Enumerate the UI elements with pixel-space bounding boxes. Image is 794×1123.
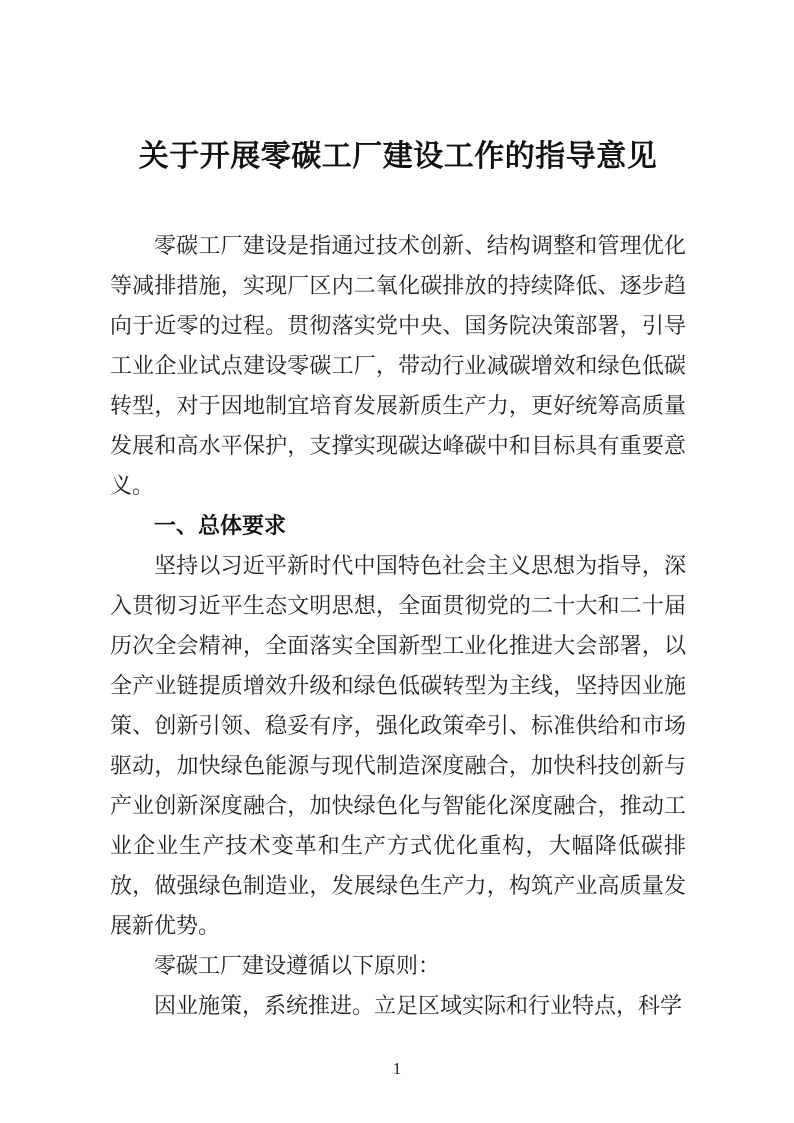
paragraph-principle-1-truncated: 因业施策，系统推进。立足区域实际和行业特点，科学: [154, 993, 683, 1018]
section-heading-overall-requirements: 一、总体要求: [154, 513, 287, 538]
document-body: [110, 226, 686, 1026]
page-number: 1: [392, 1059, 402, 1078]
paragraph-guiding-ideology: 坚持以习近平新时代中国特色社会主义思想为指导，深入贯彻习近平生态文明思想，全面贯彻党的二十大和二十届历次全会精神，全面落实全国新型工业化推进大会部署，以全产业链提质增效升级和绿色低碳转型为主线，坚持因业施策、创新引领、稳妥有序，强化政策牵引、标准供给和市场驱动，加快绿色能源与现代制造深度融合，加快科技创新与产业创新深度融合，加快绿色化与智能化深度融合，推动工业企业生产技术变革和生产方式优化重构，大幅降低碳排放，做强绿色制造业，发展绿色生产力，构筑产业高质量发展新优势。: [110, 553, 686, 938]
paragraph-intro: 零碳工厂建设是指通过技术创新、结构调整和管理优化等减排措施，实现厂区内二氧化碳排放的持续降低、逐步趋向于近零的过程。贯彻落实党中央、国务院决策部署，引导工业企业试点建设零碳工厂，带动行业减碳增效和绿色低碳转型，对于因地制宜培育发展新质生产力，更好统筹高质量发展和高水平保护，支撑实现碳达峰碳中和目标具有重要意义。: [110, 233, 686, 498]
paragraph-principles-intro: 零碳工厂建设遵循以下原则：: [154, 953, 441, 978]
document-title: 关于开展零碳工厂建设工作的指导意见: [138, 140, 658, 173]
